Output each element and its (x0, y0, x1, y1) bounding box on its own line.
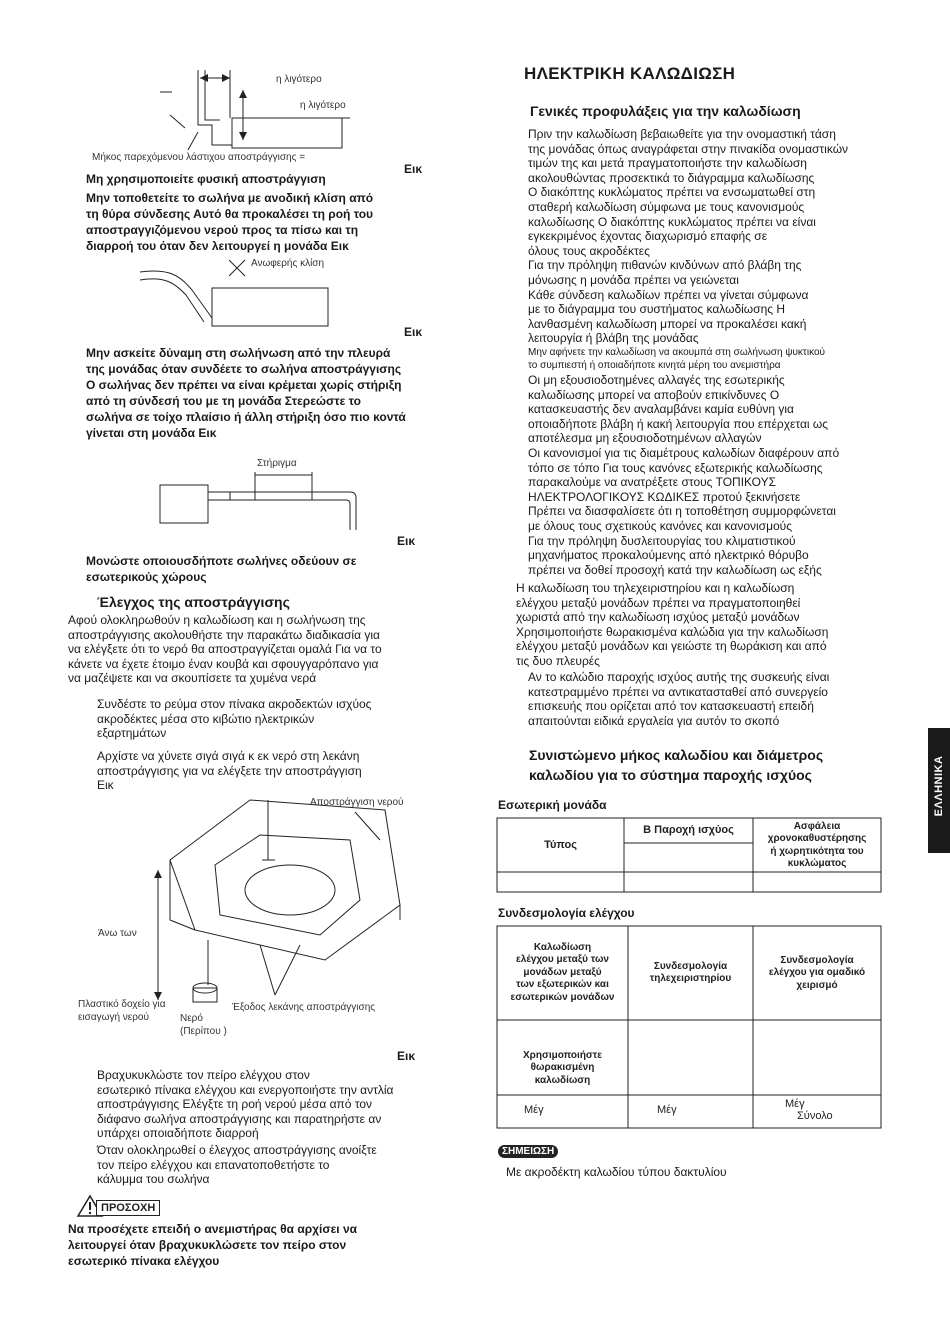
label-hose-length: Μήκος παρεχόμενου λάστιχου αποστράγγισης = (92, 152, 306, 163)
general-precautions-text: Πριν την καλωδίωση βεβαιωθείτε για την ονομαστική τάση της μονάδας όπως αναγράφεται στην πινακίδα ονομαστικών τιμών της και μετά πραγματοποιήστε την καλωδίωση ακολουθώντας προσεκτικά το διάγραμμα καλωδίωσης Ο διακόπτης κυκλώματος πρέπει να ενσωματωθεί στη σταθερή καλωδίωση σύμφωνα με τους κανονισμούς καλωδίωσης Ο διακόπτης κυκλώματος πρέπει να είναι εγκεκριμένος έχοντας διαχωρισμό επαφής σε όλους τους ακροδέκτες Για την πρόληψη πιθανών κινδύνων από βλάβη της μόνωσης η μονάδα πρέπει να γειώνεται Κάθε σύνδεση καλωδίων πρέπει να γίνεται σύμφωνα με το διάγραμμα του συστήματος καλωδίωσης Η λανθασμένη καλωδίωση μπορεί να προκαλέσει κακή λειτουργία ή βλάβη της μονάδας (528, 127, 849, 346)
label-drain-water: Αποστράγγιση νερού (310, 797, 404, 808)
step-3: Βραχυκυκλώστε τον πείρο ελέγχου στον εσωτερικό πίνακα ελέγχου και ενεργοποιήστε την αντλία αποστράγγισης Ελέγξτε τη ροή νερού μέσα από τον διάφανο σωλήνα αποστράγγισης και παρατηρήστε αν υπάρχει οποιαδήποτε διαρροή (97, 1068, 394, 1141)
general-precautions-title: Γενικές προφυλάξεις για την καλωδίωση (530, 103, 801, 119)
replace-cable-text: Αν το καλώδιο παροχής ισχύος αυτής της συσκευής είναι κατεστραμμένο πρέπει να αντικατασταθεί από συνεργείο επισκευής που ορίζεται από τον κατασκευαστή επειδή απαιτούνται ειδικά εργαλεία για αυτόν το σκοπό (528, 670, 830, 728)
table1-fuse: Ασφάλεια χρονοκαθυστέρησης ή χωρητικότητα του κυκλώματος (767, 821, 867, 870)
drain-check-intro: Αφού ολοκληρωθούν η καλωδίωση και η σωλήνωση της αποστράγγισης ακολουθήστε την παρακάτω διαδικασία για να ελέγξετε ότι το νερό θα αποστραγγίζεται ομαλά Για να το κάνετε να έχετε έτοιμο έναν κουβά και σφουγγαρόπανο για να μαζέψετε και να σκουπίσετε τα χυμένα νερά (68, 613, 382, 686)
table2-shielded: Χρησιμοποιήστε θωρακισμένη καλωδίωση (523, 1050, 602, 1086)
label-shorter-1: η λιγότερο (276, 74, 322, 85)
table2-col1-header: Καλωδίωση ελέγχου μεταξύ των μονάδων μεταξύ των εξωτερικών και εσωτερικών μονάδων (510, 942, 615, 1003)
general-small-text: Μην αφήνετε την καλωδίωση να ακουμπά στη σωλήνωση ψυκτικού το συμπιεστή ή οποιαδήποτε κινητά μέρη του ανεμιστήρα (528, 347, 825, 371)
label-approx: (Περίπου ) (180, 1026, 227, 1037)
step-1: Συνδέστε το ρεύμα στον πίνακα ακροδεκτών ισχύος ακροδέκτες μέσα στο κιβώτιο ηλεκτρικών εξαρτημάτων (97, 697, 372, 741)
caution-text: Να προσέχετε επειδή ο ανεμιστήρας θα αρχίσει να λειτουργεί όταν βραχυκυκλώσετε τον πείρο στον εσωτερικό πίνακα ελέγχου (68, 1222, 358, 1268)
table2-len3b: Σύνολο (797, 1110, 833, 1122)
drain-check-title: Έλεγχος της αποστράγγισης (97, 594, 290, 610)
control-wiring-label: Συνδεσμολογία ελέγχου (498, 906, 635, 920)
page-title: ΗΛΕΚΤΡΙΚΗ ΚΑΛΩΔΙΩΣΗ (524, 64, 736, 83)
table2-len3a: Μέγ (785, 1098, 805, 1110)
natural-drain-warning: Μη χρησιμοποιείτε φυσική αποστράγγιση (86, 172, 326, 186)
general-precautions-text-2: Οι μη εξουσιοδοτημένες αλλαγές της εσωτερικής καλωδίωσης μπορεί να αποβούν επικίνδυνες Ο κατασκευαστής δεν αναλαμβάνει καμία ευθύνη για οποιαδήποτε βλάβη ή κακή λειτουργία που επέρχεται ως αποτέλεσμα μη εξουσιοδοτημένων αλλαγών Οι κανονισμοί για τις διαμέτρους καλωδίων διαφέρουν από τόπο σε τόπο Για τους κανόνες εξωτερικής καλωδίωσης παρακαλούμε να ανατρέξετε στους ΤΟΠΙΚΟΥΣ ΗΛΕΚΤΡΟΛΟΓΙΚΟΥΣ ΚΩΔΙΚΕΣ προτού ξεκινήσετε Πρέπει να διασφαλίσετε ότι η τοποθέτηση συμμορφώνεται με όλους τους σχετικούς κανόνες και κανονισμούς Για την πρόληψη δυσλειτουργίας του κλιματιστικού μηχανήματος προκαλούμενης από ηλεκτρικό θόρυβο πρέπει να δοθεί προσοχή κατά την καλωδίωση ως εξής (528, 373, 840, 577)
label-water: Νερό (180, 1013, 203, 1024)
label-above: Άνω των (98, 928, 137, 939)
label-upward-slope: Ανωφερής κλίση (251, 258, 325, 269)
label-shorter-2: η λιγότερο (300, 100, 346, 111)
step-4: Όταν ολοκληρωθεί ο έλεγχος αποστράγγισης ανοίξτε τον πείρο ελέγχου και επανατοποθετήστε το κάλυμμα του σωλήνα (97, 1143, 377, 1187)
note-badge: ΣΗΜΕΙΩΣΗ (498, 1145, 558, 1158)
fig-label: Εικ (404, 325, 423, 339)
label-container: Πλαστικό δοχείο για εισαγωγή νερού (78, 999, 166, 1023)
noise-text: Η καλωδίωση του τηλεχειριστηρίου και η καλωδίωση ελέγχου μεταξύ μονάδων πρέπει να πραγματοποιηθεί χωριστά από την καλωδίωση ισχύος μεταξύ μονάδων Χρησιμοποιήστε θωρακισμένα καλώδια για την καλωδίωση ελέγχου μεταξύ μονάδων και γειώστε τη θωράκιση και από τις δυο πλευρές (516, 581, 829, 668)
table1-power: Β Παροχή ισχύος (643, 824, 734, 836)
language-tab (928, 728, 950, 853)
cable-length-title: Συνιστώμενο μήκος καλωδίου και διάμετρος καλωδίου για το σύστημα παροχής ισχύος (529, 747, 824, 783)
table2-len2: Μέγ (657, 1104, 677, 1116)
fig-label: Εικ (397, 1049, 416, 1063)
table1-type: Τύπος (544, 839, 577, 851)
caution-badge: ΠΡΟΣΟΧΗ (96, 1200, 160, 1216)
table2-col3-header: Συνδεσμολογία ελέγχου για ομαδικό χειρισμό (768, 955, 866, 991)
label-support: Στήριγμα (257, 458, 297, 469)
note-text: Με ακροδέκτη καλωδίου τύπου δακτυλίου (506, 1165, 727, 1179)
insulate-note: Μονώστε οποιουσδήποτε σωλήνες οδεύουν σε εσωτερικούς χώρους (86, 554, 357, 584)
language-tab-label: ΕΛΛΗΝΙΚΑ (933, 755, 945, 817)
fig-label: Εικ (397, 534, 416, 548)
force-warning: Μην ασκείτε δύναμη στη σωλήνωση από την πλευρά της μονάδας όταν συνδέετε το σωλήνα αποστράγγισης Ο σωλήνας δεν πρέπει να είναι κρέμεται χωρίς στήριξη από τη σύνδεσή του με τη μονάδα Στερεώστε το σωλήνα σε τοίχο πλαίσιο ή άλλη στήριξη όσο πιο κοντά γίνεται στη μονάδα Εικ (86, 346, 406, 440)
table2-col2-header: Συνδεσμολογία τηλεχειριστηρίου (649, 961, 732, 985)
indoor-unit-label: Εσωτερική μονάδα (498, 798, 607, 812)
upward-slope-warning: Μην τοποθετείτε το σωλήνα με ανοδική κλίση από τη θύρα σύνδεσης Αυτό θα προκαλέσει τη ροή του αποστραγγιζόμενου νερού προς τα πίσω και τη διαρροή του όταν δεν λειτουργεί η μονάδα Εικ (86, 191, 374, 253)
step-2: Αρχίστε να χύνετε σιγά σιγά κ εκ νερό στη λεκάνη αποστράγγισης για να ελέγξετε την αποστράγγιση Εικ (97, 749, 362, 793)
label-basin-exit: Έξοδος λεκάνης αποστράγγισης (232, 1002, 376, 1013)
table2-len1: Μέγ (524, 1104, 544, 1116)
fig-label: Εικ (404, 162, 423, 176)
